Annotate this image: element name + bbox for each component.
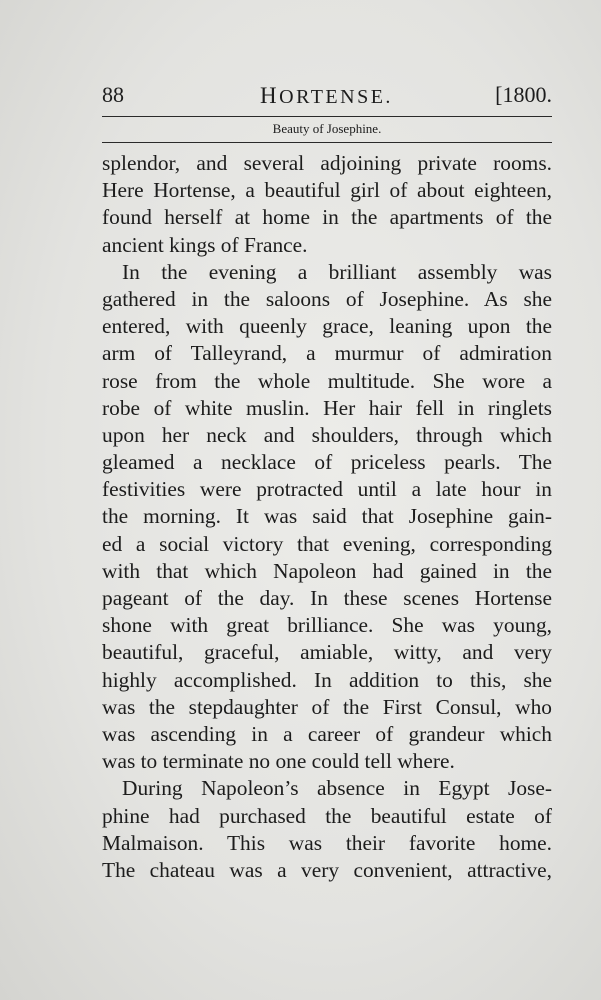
text-line: gathered in the saloons of Josephine. As she [102, 286, 552, 311]
text-line: splendor, and several adjoining private rooms. [102, 151, 552, 175]
running-title [260, 83, 393, 109]
text-line: In the evening a brilliant assembly was [122, 259, 552, 284]
text-line: upon her neck and shoulders, through which [102, 422, 552, 447]
text-line: was the stepdaughter of the First Consul, who [102, 694, 552, 719]
text-line: pageant of the day. In these scenes Hortense [102, 586, 552, 610]
text-line: shone with great brilliance. She was young, [102, 613, 552, 638]
text-line: with that which Napoleon had gained in the [102, 558, 552, 583]
text-line: highly accomplished. In addition to this, she [102, 667, 552, 692]
running-header [102, 80, 552, 112]
running-title-initial: H [260, 83, 280, 108]
text-line: found herself at home in the apartments of the [102, 205, 552, 230]
text-line: rose from the whole multitude. She wore a [102, 368, 552, 393]
header-rule-bottom [102, 142, 552, 143]
text-line: robe of white muslin. Her hair fell in ringlets [102, 395, 552, 420]
text-line: ancient kings of France. [102, 232, 308, 257]
text-line: gleamed a necklace of priceless pearls. The [102, 450, 552, 475]
text-line: ed a social victory that evening, corresponding [102, 531, 552, 556]
header-rule-top [102, 116, 552, 117]
year-label: [1800. [495, 82, 552, 107]
text-line: beautiful, graceful, amiable, witty, and very [102, 640, 552, 665]
text-line: During Napoleon’s absence in Egypt Jose- [122, 776, 552, 801]
text-line: festivities were protracted until a late hour in [102, 477, 552, 502]
text-line: arm of Talleyrand, a murmur of admiration [102, 341, 552, 366]
text-line: phine had purchased the beautiful estate of [102, 803, 552, 828]
section-subtitle: Beauty of Josephine. [272, 121, 382, 136]
text-line: was ascending in a career of grandeur which [102, 721, 552, 746]
text-line: entered, with queenly grace, leaning upon the [102, 314, 552, 339]
page-number: 88 [102, 82, 124, 107]
text-line: the morning. It was said that Josephine gain- [102, 504, 552, 529]
text-line: Malmaison. This was their favorite home. [102, 830, 552, 855]
body-text [102, 150, 552, 884]
running-title-rest: ORTENSE. [279, 86, 393, 108]
text-line: Here Hortense, a beautiful girl of about eighteen, [102, 178, 552, 203]
text-line: was to terminate no one could tell where. [102, 749, 455, 774]
text-line: The chateau was a very convenient, attractive, [102, 857, 552, 882]
